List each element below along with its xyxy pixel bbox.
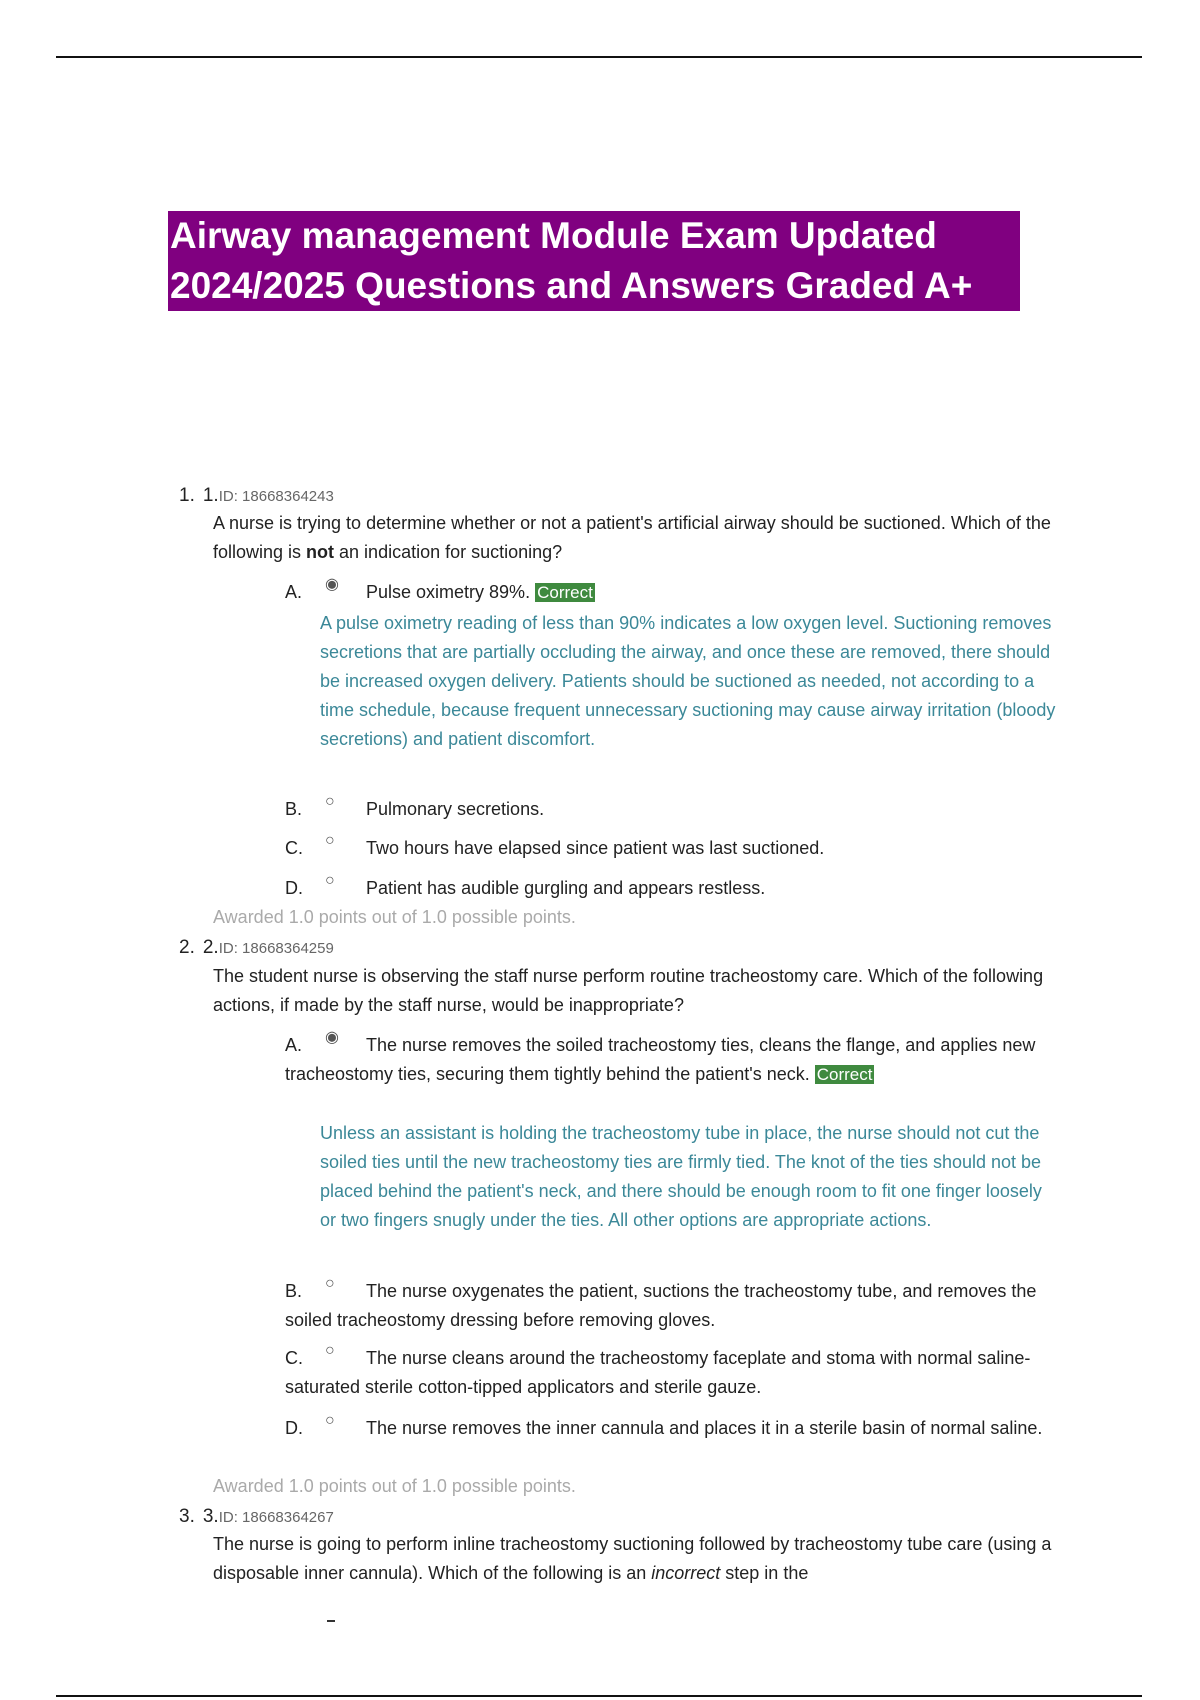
radio-icon[interactable]: ○ — [325, 793, 335, 810]
option-text: The nurse oxygenates the patient, suctions the tracheostomy tube, and removes the soiled tracheostomy dressing before removing gloves. — [285, 1281, 1037, 1330]
question-id: ID: 18668364243 — [218, 488, 334, 505]
list-number: 1. — [179, 485, 195, 506]
option-letter: A. — [285, 1035, 303, 1055]
top-rule — [56, 56, 1142, 58]
option-letter: A. — [285, 582, 303, 602]
stray-mark — [327, 1620, 335, 1622]
correct-badge: Correct — [816, 1065, 873, 1084]
question-number: 3. — [202, 1506, 219, 1527]
question-text: A nurse is trying to determine whether or not a patient's artificial airway should be suctioned. Which of the following is not an indication for suctioning? — [213, 513, 1051, 562]
option-a[interactable] — [285, 578, 1075, 607]
radio-icon[interactable]: ○ — [325, 1412, 335, 1429]
radio-selected-icon[interactable]: ◉ — [325, 1029, 339, 1046]
option-d[interactable] — [285, 1414, 1075, 1443]
title-line: Airway management Module Exam Updated — [170, 215, 937, 256]
question-text: The student nurse is observing the staff nurse perform routine tracheostomy care. Which of the following actions, if made by the staff nurse, would be inappropriate? — [213, 966, 1044, 1015]
option-text: The nurse removes the soiled tracheostomy ties, cleans the flange, and applies new tracheostomy ties, securing them tightly behind the patient's neck. — [285, 1035, 1036, 1084]
radio-icon[interactable]: ○ — [325, 832, 335, 849]
option-letter: B. — [285, 799, 303, 819]
title-line: 2024/2025 Questions and Answers Graded A+ — [170, 265, 973, 306]
question-header — [179, 933, 334, 963]
option-b[interactable] — [285, 795, 1075, 824]
option-text: Two hours have elapsed since patient was last suctioned. — [366, 838, 825, 858]
option-text: Pulse oximetry 89%. — [366, 582, 531, 602]
explanation: Unless an assistant is holding the tracheostomy tube in place, the nurse should not cut the soiled ties until the new tracheostomy ties are firmly tied. The knot of the ties should not be placed behind the patient's neck, and there should be enough room to fit one finger loosely or two fingers snugly under the ties. All other options are appropriate actions. — [320, 1123, 1042, 1230]
explanation: A pulse oximetry reading of less than 90% indicates a low oxygen level. Suctioning removes secretions that are partially occluding the airway, and once these are removed, there should be increased oxygen delivery. Patients should be suctioned as needed, not according to a time schedule, because frequent unnecessary suctioning may cause airway irritation (bloody secretions) and patient discomfort. — [320, 613, 1056, 749]
document-title — [168, 211, 1020, 311]
option-c[interactable] — [285, 834, 1075, 863]
question-id: ID: 18668364267 — [218, 1509, 334, 1526]
awarded-points: Awarded 1.0 points out of 1.0 possible points. — [213, 1476, 576, 1496]
option-c[interactable] — [285, 1344, 1075, 1402]
option-a[interactable] — [285, 1031, 1075, 1089]
option-letter: C. — [285, 1348, 303, 1368]
option-b[interactable] — [285, 1277, 1075, 1335]
option-letter: D. — [285, 878, 303, 898]
question-number: 1. — [202, 485, 219, 506]
correct-badge: Correct — [537, 583, 593, 602]
option-text: The nurse cleans around the tracheostomy faceplate and stoma with normal saline-saturated sterile cotton-tipped applicators and sterile gauze. — [285, 1348, 1031, 1397]
question-number: 2. — [202, 937, 219, 958]
option-letter: B. — [285, 1281, 303, 1301]
option-text: Patient has audible gurgling and appears restless. — [366, 878, 766, 898]
option-text: Pulmonary secretions. — [366, 799, 545, 819]
option-letter: D. — [285, 1418, 303, 1438]
list-number: 2. — [179, 937, 195, 958]
question-header — [179, 1502, 334, 1532]
question-text: The nurse is going to perform inline tracheostomy suctioning followed by tracheostomy tube care (using a disposable inner cannula). Which of the following is an incorrect step in the — [213, 1534, 1052, 1583]
awarded-points: Awarded 1.0 points out of 1.0 possible points. — [213, 907, 576, 927]
question-id: ID: 18668364259 — [218, 940, 334, 957]
list-number: 3. — [179, 1506, 195, 1527]
radio-icon[interactable]: ○ — [325, 1275, 335, 1292]
bottom-rule — [56, 1695, 1142, 1697]
radio-selected-icon[interactable]: ◉ — [325, 576, 339, 593]
option-text: The nurse removes the inner cannula and places it in a sterile basin of normal saline. — [366, 1418, 1043, 1438]
option-letter: C. — [285, 838, 303, 858]
question-header — [179, 481, 334, 511]
radio-icon[interactable]: ○ — [325, 1342, 335, 1359]
option-d[interactable] — [285, 874, 1075, 903]
radio-icon[interactable]: ○ — [325, 872, 335, 889]
